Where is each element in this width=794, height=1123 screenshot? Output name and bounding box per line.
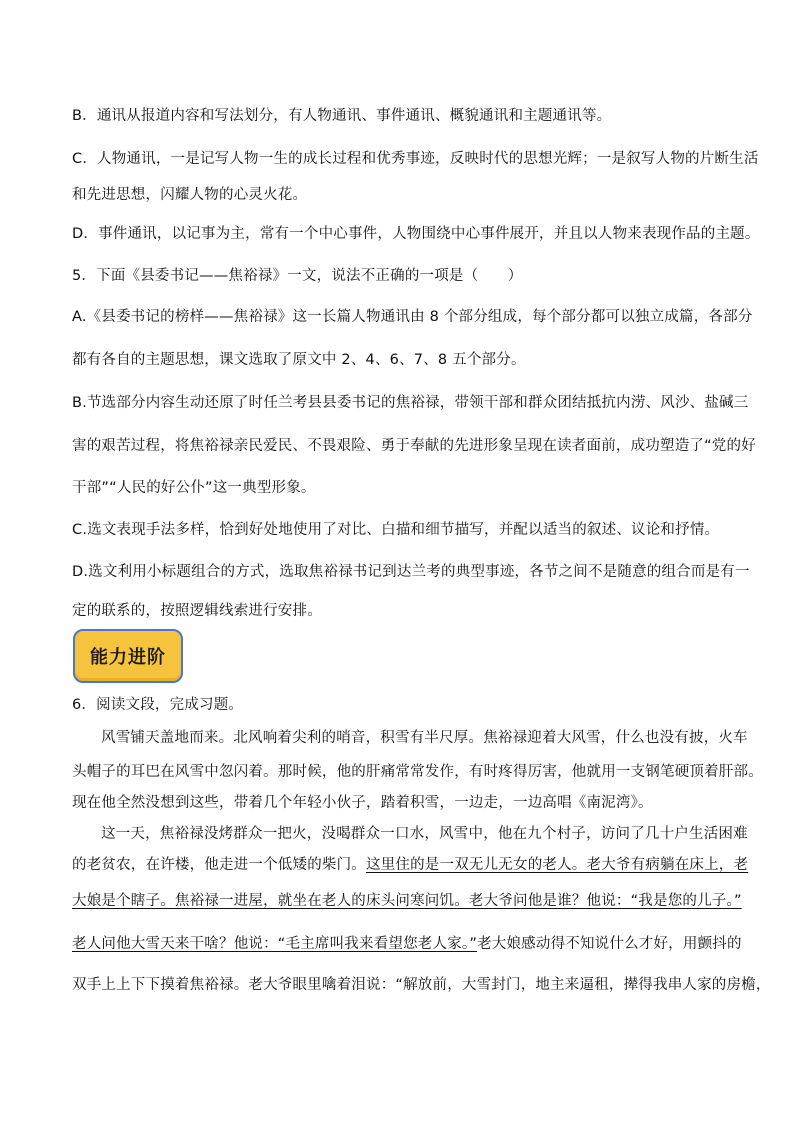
question-5-option-b-line3: 干部”“人民的好公仆”这一典型形象。: [72, 480, 316, 496]
passage-p2-line4-plain: 老大娘感动得不知说什么才好，用颤抖的: [477, 936, 742, 952]
option-c-text-line1: C．人物通讯，一是记写人物一生的成长过程和优秀事迹，反映时代的思想光辉；一是叙写人物的片断生活: [72, 151, 759, 167]
passage-p2-line2-underlined: 这里住的是一双无儿无女的老人。老大爷有病躺在床上，老: [366, 857, 749, 873]
passage-p2-line5: 双手上上下下摸着焦裕禄。老大爷眼里噙着泪说：“解放前，大雪封门，地主来逼租，撵得我串人家的房檐，: [72, 977, 771, 993]
option-d-text: D．事件通讯，以记事为主，常有一个中心事件，人物围绕中心事件展开，并且以人物来表现作品的主题。: [72, 226, 760, 242]
question-5-option-a-line1: A.《县委书记的榜样——焦裕禄》这一长篇人物通讯由 8 个部分组成，每个部分都可以独立成篇，各部分: [72, 309, 753, 325]
passage-p1-line1: 风雪铺天盖地而来。北风响着尖利的哨音，积雪有半尺厚。焦裕禄迎着大风雪，什么也没有披，火车: [101, 730, 748, 746]
ability-advance-badge: [73, 629, 183, 683]
question-5-option-d-line2: 定的联系的，按照逻辑线索进行安排。: [72, 603, 322, 619]
question-6-stem: 6．阅读文段，完成习题。: [72, 697, 244, 713]
option-c-text-line2: 和先进思想，闪耀人物的心灵火花。: [72, 187, 308, 203]
question-5-option-d-line1: D.选文利用小标题组合的方式，选取焦裕禄书记到达兰考的典型事迹，各节之间不是随意的组合而是有一: [72, 564, 750, 580]
passage-p1-line2: 头帽子的耳巴在风雪中忽闪着。那时候，他的肝痛常常发作，有时疼得厉害，他就用一支钢笔硬顶着肝部。: [72, 764, 763, 780]
passage-p1-line3: 现在他全然没想到这些，带着几个年轻小伙子，踏着积雪，一边走，一边高唱《南泥湾》。: [72, 795, 653, 811]
question-5-option-b-line1: B.节选部分内容生动还原了时任兰考县县委书记的焦裕禄，带领干部和群众团结抵抗内涝、风沙、盐碱三: [72, 395, 749, 411]
passage-p2-line4-underlined: 老人问他大雪天来干啥？他说：“毛主席叫我来看望您老人家。”: [72, 936, 478, 952]
passage-p2-line2-plain: 的老贫农，在许楼，他走进一个低矮的柴门。: [72, 857, 366, 873]
question-5-option-a-line2: 都有各自的主题思想，课文选取了原文中 2、4、6、7、8 五个部分。: [72, 352, 526, 368]
passage-p2-line1: 这一天，焦裕禄没烤群众一把火，没喝群众一口水，风雪中，他在九个村子，访问了几十户生活困难: [101, 826, 748, 842]
passage-p2-line2: [72, 855, 748, 875]
passage-p2-line3-underlined: 大娘是个瞎子。焦裕禄一进屋，就坐在老人的床头问寒问饥。老大爷问他是谁？他说：“我是您的儿子。”: [72, 893, 742, 909]
question-5-option-c: C.选文表现手法多样，恰到好处地使用了对比、白描和细节描写，并配以适当的叙述、议论和抒情。: [72, 522, 720, 538]
passage-p2-line3: [72, 891, 742, 911]
badge-label: 能力进阶: [90, 647, 166, 668]
question-5-stem: 5．下面《县委书记——焦裕禄》一文，说法不正确的一项是（ ）: [72, 268, 523, 284]
option-b-text: B．通讯从报道内容和写法划分，有人物通讯、事件通讯、概貌通讯和主题通讯等。: [72, 108, 612, 124]
question-5-option-b-line2: 害的艰苦过程，将焦裕禄亲民爱民、不畏艰险、勇于奉献的先进形象呈现在读者面前，成功塑造了“党的好: [72, 438, 756, 454]
passage-p2-line4: [72, 934, 742, 954]
